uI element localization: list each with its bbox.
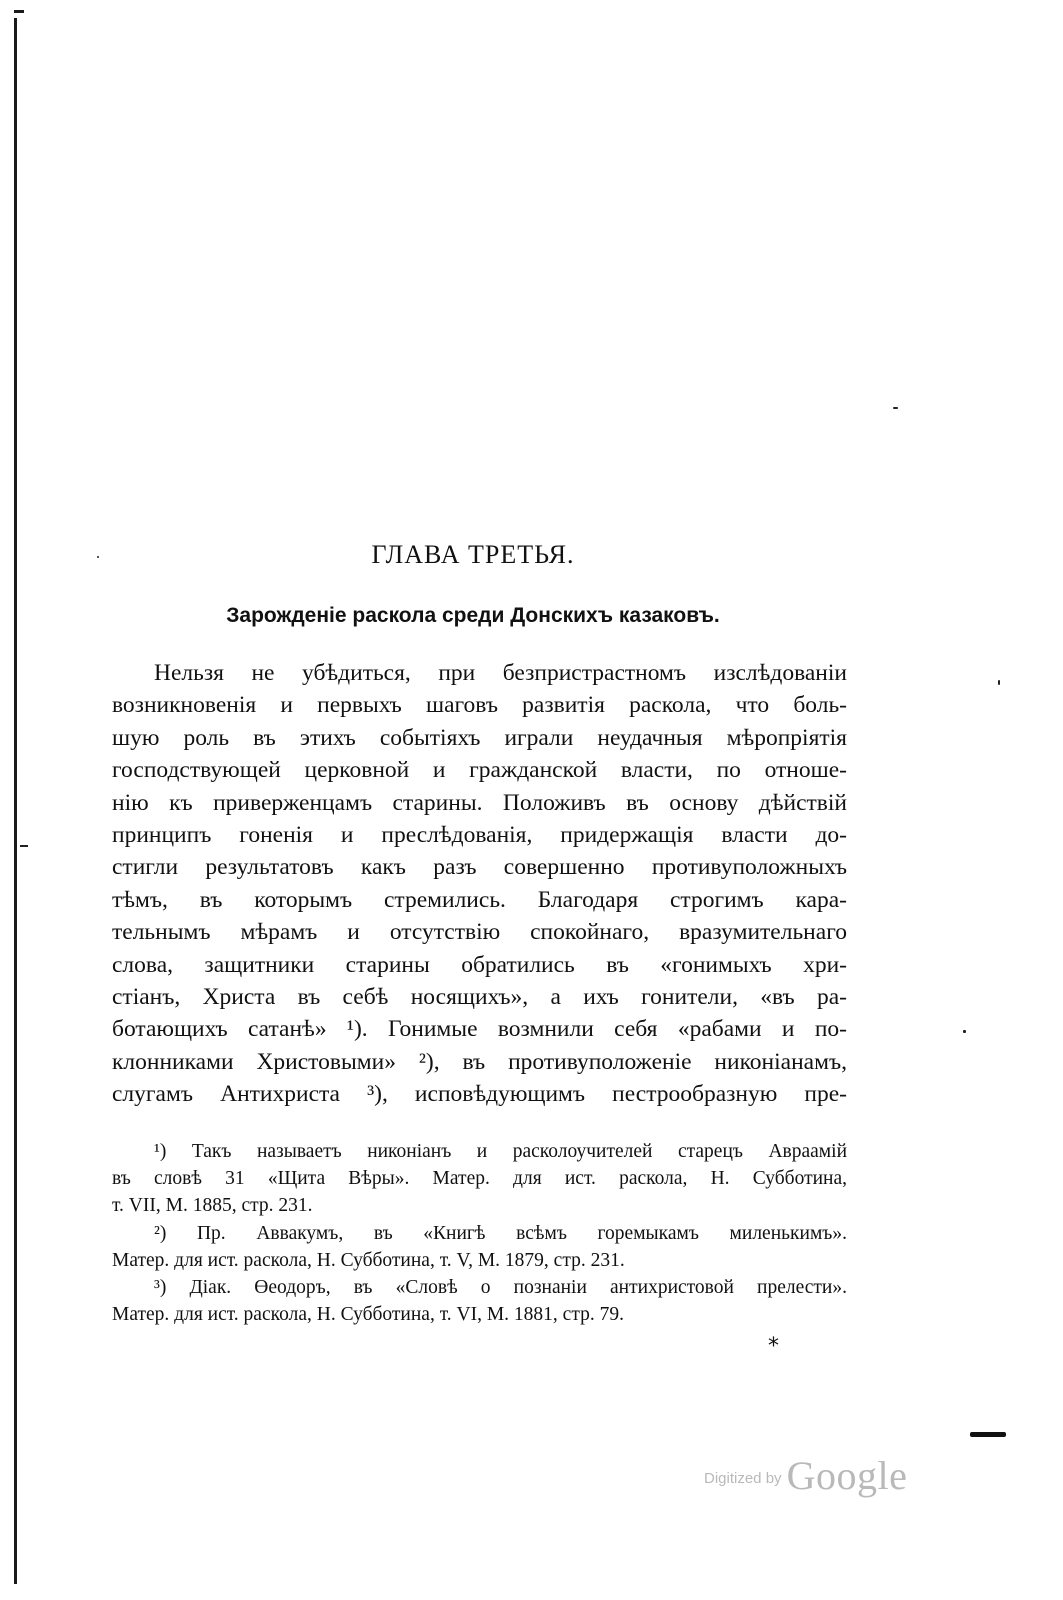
body-line: тѣмъ, въ которымъ стремились. Благодаря строгимъ кара- bbox=[112, 886, 847, 913]
body-line: принципъ гоненія и преслѣдованія, придержащія власти до- bbox=[112, 822, 847, 849]
body-line: возникновенія и первыхъ шаговъ развитія раскола, что боль- bbox=[112, 692, 847, 719]
scan-speck bbox=[963, 1030, 966, 1033]
footnote-line: т. VII, М. 1885, стр. 231. bbox=[112, 1195, 313, 1217]
watermark-brand: Google bbox=[786, 1453, 908, 1498]
scan-speck bbox=[893, 407, 898, 409]
body-line: клонниками Христовыми» ²), въ противуположеніе никоніанамъ, bbox=[112, 1048, 847, 1075]
footnote-line: Матер. для ист. раскола, Н. Субботина, т. VI, М. 1881, стр. 79. bbox=[112, 1304, 624, 1326]
footnote-line: ¹) Такъ называетъ никоніанъ и расколоучителей старецъ Авраамій bbox=[154, 1141, 847, 1162]
scan-speck bbox=[998, 680, 1000, 685]
binding-edge-corner bbox=[14, 10, 24, 13]
footnotes bbox=[112, 1138, 847, 1328]
body-line: тельнымъ мѣрамъ и отсутствію спокойнаго, вразумительнаго bbox=[112, 919, 847, 946]
body-line: нію къ приверженцамъ старины. Положивъ въ основу дѣйствій bbox=[112, 789, 847, 816]
body-line: слугамъ Антихриста ³), исповѣдующимъ пестрообразную пре- bbox=[112, 1081, 847, 1108]
chapter-subtitle: Зарожденіе раскола среди Донскихъ казаковъ. bbox=[226, 604, 720, 627]
footnote-line: Матер. для ист. раскола, Н. Субботина, т. V, М. 1879, стр. 231. bbox=[112, 1249, 625, 1271]
footnote-line: въ словѣ 31 «Щита Вѣры». Матер. для ист. раскола, Н. Субботина, bbox=[112, 1168, 847, 1190]
body-line: господствующей церковной и гражданской власти, по отноше- bbox=[112, 757, 847, 784]
edge-dash-mark bbox=[970, 1432, 1006, 1437]
body-line: шую роль въ этихъ событіяхъ играли неудачныя мѣропріятія bbox=[112, 724, 847, 751]
body-line: стіанъ, Христа въ себѣ носящихъ», а ихъ гонители, «въ ра- bbox=[112, 984, 847, 1011]
digitized-watermark bbox=[704, 1452, 907, 1499]
signature-mark: * bbox=[768, 1334, 779, 1359]
footnote-line: ³) Діак. Өеодоръ, въ «Словѣ о познаніи антихристовой прелести». bbox=[154, 1277, 847, 1299]
body-line: ботающихъ сатанѣ» ¹). Гонимые возмнили себя «рабами и по- bbox=[112, 1016, 847, 1043]
footnote-line: ²) Пр. Аввакумъ, въ «Книгѣ всѣмъ горемыкамъ миленькимъ». bbox=[154, 1222, 847, 1244]
body-line: слова, защитники старины обратились въ «гонимыхъ хри- bbox=[112, 951, 847, 978]
body-paragraph bbox=[112, 657, 847, 1111]
body-line: стигли результатовъ какъ разъ совершенно противуположныхъ bbox=[112, 854, 847, 881]
chapter-title: ГЛАВА ТРЕТЬЯ. bbox=[371, 540, 575, 569]
binding-edge-line bbox=[14, 18, 17, 1584]
body-line: Нельзя не убѣдиться, при безпристрастномъ изслѣдованіи bbox=[154, 660, 847, 686]
watermark-prefix: Digitized by bbox=[704, 1470, 782, 1487]
binding-edge-tick bbox=[20, 845, 28, 847]
